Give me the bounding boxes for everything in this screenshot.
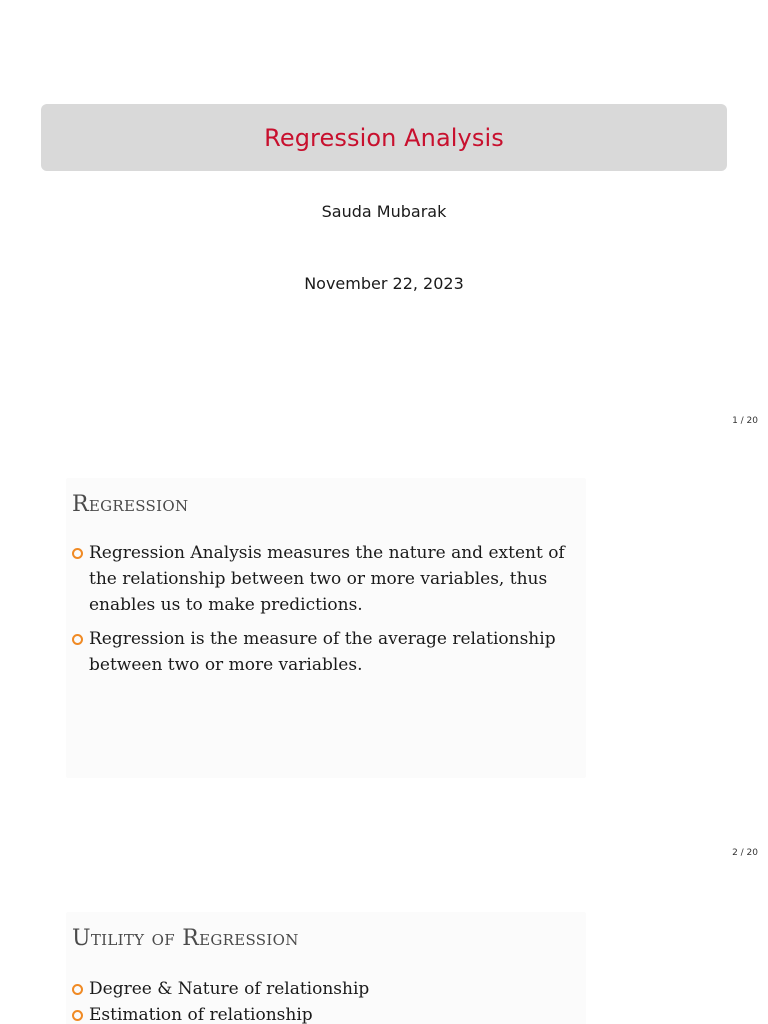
utility-slide — [0, 864, 768, 1024]
bullet-text: Regression is the measure of the average relationship between two or more variables. — [89, 629, 556, 675]
slide-heading: Utility of Regression — [72, 926, 299, 951]
slide-content-frame — [66, 912, 586, 1024]
circle-bullet-icon — [72, 548, 83, 559]
slide-content-frame — [66, 478, 586, 778]
presentation-date: November 22, 2023 — [304, 274, 464, 293]
title-banner — [41, 104, 727, 171]
title-slide — [0, 0, 768, 432]
circle-bullet-icon — [72, 634, 83, 645]
author-name: Sauda Mubarak — [321, 202, 447, 221]
page-number: 1 / 20 — [732, 416, 758, 426]
regression-slide — [0, 432, 768, 864]
bullet-list — [72, 976, 572, 1024]
bullet-text: Estimation of relationship — [89, 1005, 313, 1024]
page-number: 2 / 20 — [732, 848, 758, 858]
list-item — [72, 1002, 572, 1024]
bullet-list — [72, 540, 572, 686]
bullet-text: Regression Analysis measures the nature and extent of the relationship between two or more variables, thus enables us to make predictions. — [89, 543, 565, 615]
presentation-title: Regression Analysis — [264, 123, 504, 152]
list-item — [72, 540, 572, 618]
list-item — [72, 626, 572, 678]
circle-bullet-icon — [72, 984, 83, 995]
circle-bullet-icon — [72, 1010, 83, 1021]
bullet-text: Degree & Nature of relationship — [89, 979, 370, 999]
slide-heading: Regression — [72, 492, 189, 517]
list-item — [72, 976, 572, 1002]
